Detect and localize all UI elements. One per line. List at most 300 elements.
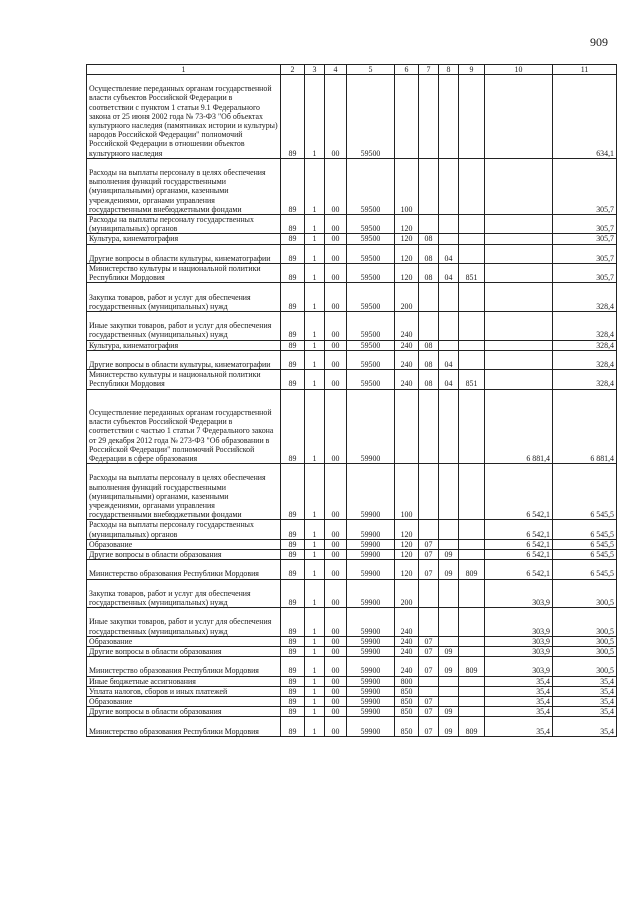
cell-col-3: 1 [305,340,325,350]
column-header-1: 1 [87,65,281,75]
cell-col-11: 35,4 [553,717,617,736]
cell-col-9 [459,549,485,559]
cell-col-4: 00 [325,539,347,549]
table-row [87,464,617,520]
table-row [87,340,617,350]
table-row [87,608,617,637]
cell-col-3: 1 [305,263,325,282]
budget-table [86,64,617,737]
cell-col-10: 6 542,1 [485,520,553,539]
cell-col-9 [459,244,485,263]
cell-col-6: 200 [395,283,419,312]
row-label: Министерство образования Республики Мордовия [87,717,281,736]
cell-col-4: 00 [325,389,347,464]
cell-col-5: 59900 [347,560,395,579]
table-row [87,389,617,464]
cell-col-2: 89 [281,549,305,559]
cell-col-10 [485,158,553,214]
cell-col-5: 59900 [347,520,395,539]
cell-col-7 [419,520,439,539]
cell-col-9 [459,696,485,706]
cell-col-11: 328,4 [553,370,617,389]
cell-col-3: 1 [305,717,325,736]
cell-col-3: 1 [305,636,325,646]
row-label: Другие вопросы в области образования [87,707,281,717]
table-row [87,560,617,579]
cell-col-5: 59500 [347,283,395,312]
row-label: Уплата налогов, сборов и иных платежей [87,686,281,696]
cell-col-9 [459,636,485,646]
cell-col-7 [419,608,439,637]
cell-col-5: 59900 [347,579,395,608]
cell-col-5: 59900 [347,646,395,656]
row-label: Образование [87,539,281,549]
cell-col-7 [419,158,439,214]
column-header-4: 4 [325,65,347,75]
cell-col-10 [485,75,553,159]
cell-col-2: 89 [281,389,305,464]
cell-col-5: 59900 [347,389,395,464]
cell-col-5: 59500 [347,158,395,214]
cell-col-8 [439,579,459,608]
cell-col-11: 35,4 [553,686,617,696]
cell-col-7 [419,686,439,696]
cell-col-11: 305,7 [553,158,617,214]
column-header-2: 2 [281,65,305,75]
cell-col-9 [459,686,485,696]
cell-col-6: 240 [395,350,419,369]
cell-col-4: 00 [325,549,347,559]
row-label: Закупка товаров, работ и услуг для обеспечения государственных (муниципальных) нужд [87,579,281,608]
cell-col-9 [459,75,485,159]
cell-col-2: 89 [281,717,305,736]
cell-col-9 [459,214,485,233]
cell-col-4: 00 [325,263,347,282]
cell-col-3: 1 [305,549,325,559]
row-label: Другие вопросы в области культуры, кинематографии [87,350,281,369]
cell-col-8 [439,311,459,340]
cell-col-8 [439,696,459,706]
cell-col-11: 6 545,5 [553,520,617,539]
cell-col-2: 89 [281,370,305,389]
cell-col-6: 100 [395,464,419,520]
row-label: Расходы на выплаты персоналу государственных (муниципальных) органов [87,214,281,233]
cell-col-5: 59900 [347,539,395,549]
cell-col-8 [439,676,459,686]
cell-col-4: 00 [325,696,347,706]
cell-col-8: 04 [439,263,459,282]
cell-col-8: 09 [439,717,459,736]
cell-col-6: 120 [395,520,419,539]
cell-col-7 [419,464,439,520]
cell-col-7: 07 [419,636,439,646]
cell-col-11: 305,7 [553,244,617,263]
row-label: Другие вопросы в области образования [87,549,281,559]
cell-col-3: 1 [305,464,325,520]
cell-col-7 [419,389,439,464]
cell-col-7: 08 [419,263,439,282]
cell-col-8 [439,283,459,312]
cell-col-3: 1 [305,696,325,706]
cell-col-11: 634,1 [553,75,617,159]
cell-col-10 [485,370,553,389]
row-label: Расходы на выплаты персоналу в целях обеспечения выполнения функций государственными (муниципальными) органами, казенными учреждениями, органами управления государственными внебюджетными фондами [87,464,281,520]
table-row [87,283,617,312]
cell-col-2: 89 [281,158,305,214]
cell-col-2: 89 [281,263,305,282]
cell-col-9 [459,539,485,549]
cell-col-4: 00 [325,657,347,676]
cell-col-10 [485,263,553,282]
table-row [87,707,617,717]
cell-col-8 [439,214,459,233]
table-row [87,75,617,159]
row-label: Другие вопросы в области культуры, кинематографии [87,244,281,263]
table-row [87,686,617,696]
cell-col-6: 800 [395,676,419,686]
cell-col-4: 00 [325,283,347,312]
table-row [87,350,617,369]
cell-col-6: 850 [395,696,419,706]
cell-col-10 [485,244,553,263]
cell-col-2: 89 [281,696,305,706]
cell-col-6: 120 [395,539,419,549]
cell-col-6 [395,75,419,159]
cell-col-9: 851 [459,263,485,282]
cell-col-2: 89 [281,636,305,646]
cell-col-6: 850 [395,707,419,717]
cell-col-10: 35,4 [485,707,553,717]
cell-col-3: 1 [305,244,325,263]
cell-col-11: 328,4 [553,311,617,340]
cell-col-3: 1 [305,158,325,214]
cell-col-3: 1 [305,283,325,312]
cell-col-3: 1 [305,676,325,686]
cell-col-6: 120 [395,263,419,282]
cell-col-11: 305,7 [553,214,617,233]
cell-col-11: 328,4 [553,340,617,350]
column-header-6: 6 [395,65,419,75]
cell-col-4: 00 [325,646,347,656]
cell-col-10: 303,9 [485,657,553,676]
cell-col-4: 00 [325,560,347,579]
cell-col-9 [459,520,485,539]
cell-col-6: 240 [395,646,419,656]
cell-col-3: 1 [305,539,325,549]
cell-col-9 [459,676,485,686]
cell-col-10: 303,9 [485,636,553,646]
cell-col-11: 300,5 [553,608,617,637]
cell-col-7: 07 [419,696,439,706]
cell-col-3: 1 [305,608,325,637]
cell-col-5: 59900 [347,707,395,717]
cell-col-3: 1 [305,707,325,717]
cell-col-9 [459,311,485,340]
cell-col-7: 07 [419,657,439,676]
cell-col-9 [459,389,485,464]
row-label: Министерство образования Республики Мордовия [87,657,281,676]
cell-col-9: 809 [459,657,485,676]
cell-col-2: 89 [281,234,305,244]
table-row [87,539,617,549]
cell-col-2: 89 [281,311,305,340]
table-body [87,75,617,737]
row-label: Министерство образования Республики Мордовия [87,560,281,579]
table-row [87,214,617,233]
cell-col-9 [459,350,485,369]
cell-col-7: 07 [419,646,439,656]
cell-col-11: 6 545,5 [553,549,617,559]
cell-col-8 [439,464,459,520]
cell-col-5: 59900 [347,608,395,637]
cell-col-10: 6 542,1 [485,464,553,520]
cell-col-3: 1 [305,370,325,389]
cell-col-2: 89 [281,707,305,717]
cell-col-2: 89 [281,340,305,350]
cell-col-8: 04 [439,370,459,389]
cell-col-4: 00 [325,676,347,686]
cell-col-6: 240 [395,657,419,676]
cell-col-2: 89 [281,539,305,549]
cell-col-3: 1 [305,646,325,656]
column-header-11: 11 [553,65,617,75]
cell-col-5: 59900 [347,696,395,706]
cell-col-8 [439,340,459,350]
cell-col-2: 89 [281,350,305,369]
cell-col-6: 100 [395,158,419,214]
cell-col-8: 09 [439,560,459,579]
cell-col-5: 59500 [347,370,395,389]
cell-col-6: 120 [395,234,419,244]
table-row [87,311,617,340]
cell-col-2: 89 [281,560,305,579]
cell-col-10 [485,311,553,340]
cell-col-7: 07 [419,549,439,559]
table-row [87,717,617,736]
row-label: Культура, кинематография [87,234,281,244]
column-header-7: 7 [419,65,439,75]
cell-col-2: 89 [281,464,305,520]
cell-col-4: 00 [325,520,347,539]
cell-col-4: 00 [325,350,347,369]
cell-col-8 [439,686,459,696]
table-row [87,549,617,559]
cell-col-5: 59900 [347,686,395,696]
row-label: Осуществление переданных органам государственной власти субъектов Российской Федерации в соответствии с пунктом 1 статьи 9.1 Федерального закона от 25 июня 2002 года № 73-ФЗ "Об объектах культурного наследия (памятниках истории и культуры) народов Российской Федерации" полномочий Российской Федерации в отношении объектов культурного наследия [87,75,281,159]
cell-col-4: 00 [325,340,347,350]
cell-col-11: 35,4 [553,696,617,706]
cell-col-4: 00 [325,311,347,340]
cell-col-4: 00 [325,717,347,736]
row-label: Осуществление переданных органам государственной власти субъектов Российской Федерации в соответствии с частью 1 статьи 7 Федерального закона от 29 декабря 2012 года № 273-ФЗ "Об образовании в Российской Федерации" полномочий Российской Федерации в сфере образования [87,389,281,464]
table-row [87,158,617,214]
cell-col-3: 1 [305,686,325,696]
cell-col-7 [419,214,439,233]
table-row [87,234,617,244]
cell-col-3: 1 [305,311,325,340]
cell-col-11: 6 881,4 [553,389,617,464]
cell-col-6: 200 [395,579,419,608]
cell-col-10 [485,214,553,233]
row-label: Образование [87,636,281,646]
cell-col-5: 59500 [347,340,395,350]
cell-col-8: 09 [439,646,459,656]
row-label: Министерство культуры и национальной политики Республики Мордовия [87,370,281,389]
cell-col-2: 89 [281,283,305,312]
cell-col-3: 1 [305,234,325,244]
cell-col-11: 300,5 [553,646,617,656]
cell-col-5: 59900 [347,549,395,559]
cell-col-2: 89 [281,646,305,656]
cell-col-4: 00 [325,244,347,263]
cell-col-8: 09 [439,549,459,559]
cell-col-6: 240 [395,311,419,340]
cell-col-11: 6 545,5 [553,560,617,579]
cell-col-2: 89 [281,214,305,233]
cell-col-11: 300,5 [553,636,617,646]
cell-col-7: 07 [419,717,439,736]
cell-col-8: 04 [439,244,459,263]
cell-col-11: 6 545,5 [553,464,617,520]
cell-col-11: 35,4 [553,707,617,717]
table-row [87,263,617,282]
cell-col-4: 00 [325,636,347,646]
cell-col-3: 1 [305,520,325,539]
cell-col-5: 59900 [347,636,395,646]
cell-col-5: 59500 [347,263,395,282]
cell-col-8 [439,539,459,549]
cell-col-4: 00 [325,75,347,159]
row-label: Культура, кинематография [87,340,281,350]
cell-col-6: 120 [395,560,419,579]
cell-col-3: 1 [305,350,325,369]
cell-col-11: 305,7 [553,263,617,282]
cell-col-10: 6 542,1 [485,560,553,579]
cell-col-8 [439,389,459,464]
table-header-row [87,65,617,75]
cell-col-11: 305,7 [553,234,617,244]
cell-col-3: 1 [305,214,325,233]
cell-col-10: 35,4 [485,717,553,736]
cell-col-4: 00 [325,579,347,608]
cell-col-5: 59500 [347,214,395,233]
table-row [87,520,617,539]
cell-col-8 [439,158,459,214]
row-label: Иные закупки товаров, работ и услуг для обеспечения государственных (муниципальных) нужд [87,311,281,340]
cell-col-2: 89 [281,657,305,676]
cell-col-6 [395,389,419,464]
cell-col-5: 59500 [347,311,395,340]
cell-col-6: 120 [395,244,419,263]
row-label: Образование [87,696,281,706]
cell-col-6: 240 [395,608,419,637]
cell-col-10: 35,4 [485,676,553,686]
cell-col-6: 850 [395,717,419,736]
cell-col-8: 09 [439,707,459,717]
cell-col-10 [485,350,553,369]
cell-col-10: 303,9 [485,608,553,637]
page-number: 909 [590,35,608,49]
cell-col-4: 00 [325,464,347,520]
cell-col-10 [485,234,553,244]
column-header-5: 5 [347,65,395,75]
cell-col-9 [459,646,485,656]
cell-col-4: 00 [325,686,347,696]
cell-col-9 [459,158,485,214]
cell-col-4: 00 [325,370,347,389]
cell-col-10: 6 881,4 [485,389,553,464]
cell-col-2: 89 [281,520,305,539]
row-label: Другие вопросы в области образования [87,646,281,656]
table-row [87,244,617,263]
cell-col-8: 09 [439,657,459,676]
cell-col-6: 240 [395,370,419,389]
cell-col-8 [439,636,459,646]
column-header-10: 10 [485,65,553,75]
cell-col-6: 120 [395,214,419,233]
cell-col-6: 850 [395,686,419,696]
cell-col-10: 6 542,1 [485,539,553,549]
row-label: Расходы на выплаты персоналу в целях обеспечения выполнения функций государственными (муниципальными) органами, казенными учреждениями, органами управления государственными внебюджетными фондами [87,158,281,214]
cell-col-9 [459,234,485,244]
cell-col-9: 851 [459,370,485,389]
cell-col-10: 303,9 [485,646,553,656]
cell-col-7 [419,311,439,340]
cell-col-7: 08 [419,244,439,263]
column-header-8: 8 [439,65,459,75]
cell-col-4: 00 [325,158,347,214]
cell-col-8 [439,520,459,539]
cell-col-8 [439,234,459,244]
cell-col-2: 89 [281,608,305,637]
cell-col-4: 00 [325,608,347,637]
row-label: Закупка товаров, работ и услуг для обеспечения государственных (муниципальных) нужд [87,283,281,312]
cell-col-5: 59900 [347,657,395,676]
cell-col-5: 59500 [347,75,395,159]
cell-col-10 [485,340,553,350]
cell-col-7: 08 [419,350,439,369]
cell-col-4: 00 [325,214,347,233]
cell-col-10: 6 542,1 [485,549,553,559]
cell-col-11: 35,4 [553,676,617,686]
cell-col-3: 1 [305,75,325,159]
cell-col-9 [459,464,485,520]
cell-col-5: 59900 [347,676,395,686]
cell-col-5: 59900 [347,464,395,520]
cell-col-7: 08 [419,370,439,389]
cell-col-9 [459,707,485,717]
cell-col-6: 240 [395,636,419,646]
table-row [87,676,617,686]
cell-col-3: 1 [305,579,325,608]
row-label: Иные закупки товаров, работ и услуг для обеспечения государственных (муниципальных) нужд [87,608,281,637]
cell-col-5: 59900 [347,717,395,736]
column-header-3: 3 [305,65,325,75]
cell-col-5: 59500 [347,234,395,244]
column-header-9: 9 [459,65,485,75]
cell-col-4: 00 [325,707,347,717]
table-row [87,579,617,608]
cell-col-2: 89 [281,244,305,263]
cell-col-11: 328,4 [553,283,617,312]
cell-col-7: 07 [419,539,439,549]
cell-col-9: 809 [459,560,485,579]
cell-col-2: 89 [281,75,305,159]
row-label: Иные бюджетные ассигнования [87,676,281,686]
cell-col-6: 240 [395,340,419,350]
cell-col-3: 1 [305,389,325,464]
table-row [87,370,617,389]
